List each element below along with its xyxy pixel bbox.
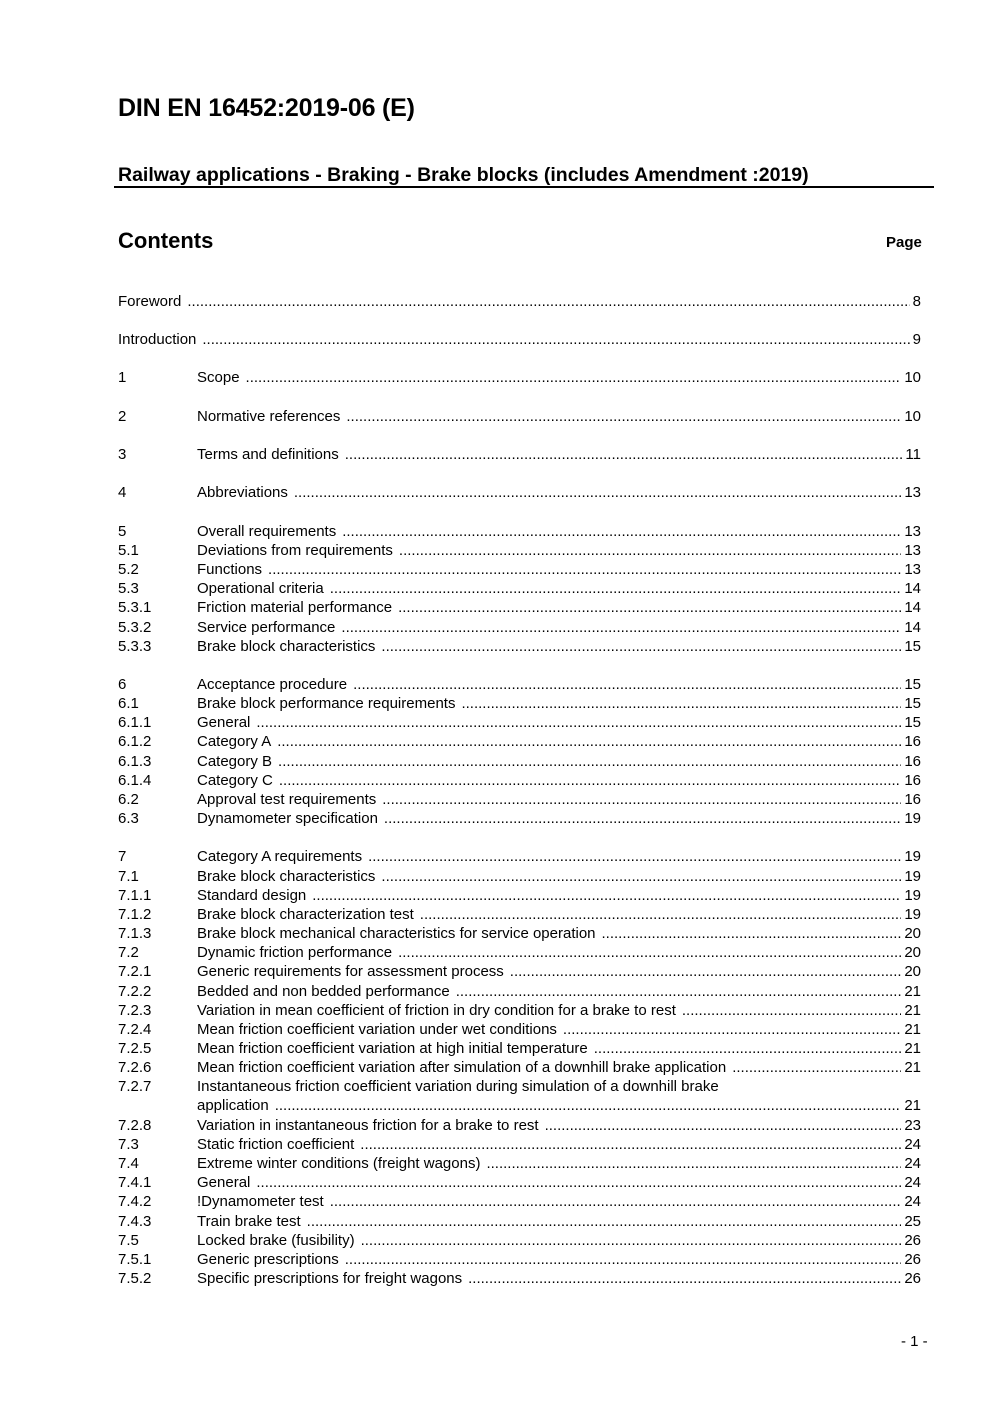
toc-entry[interactable] (118, 1135, 921, 1154)
toc-entry-title: Mean friction coefficient variation under wet conditions (197, 1021, 557, 1038)
toc-entry-page: 24 (904, 1136, 921, 1153)
toc-entry-title: Foreword (118, 293, 182, 310)
toc-entry-page: 8 (912, 293, 921, 310)
toc-entry[interactable] (118, 847, 921, 866)
toc-leader-dots (381, 637, 901, 656)
toc-entry-number: 7.1.2 (118, 906, 152, 923)
toc-entry-page: 19 (904, 868, 921, 885)
toc-entry[interactable] (118, 618, 921, 637)
toc-entry[interactable] (118, 330, 921, 349)
toc-leader-dots (341, 618, 901, 637)
toc-entry-title: Functions (197, 561, 263, 578)
toc-leader-dots (330, 579, 902, 598)
toc-entry-title: Dynamometer specification (197, 810, 378, 827)
toc-entry[interactable] (118, 1001, 921, 1020)
toc-entry-title: Normative references (197, 408, 341, 425)
toc-entry-number: 5.3.1 (118, 599, 152, 616)
toc-entry[interactable] (118, 598, 921, 617)
toc-leader-dots (307, 1212, 902, 1231)
toc-entry-title: General (197, 714, 251, 731)
toc-entry-title: Friction material performance (197, 599, 393, 616)
toc-entry-number: 7.1.3 (118, 925, 152, 942)
toc-entry-page: 19 (904, 810, 921, 827)
contents-heading: Contents (118, 228, 214, 253)
toc-entry-number: 4 (118, 484, 127, 501)
toc-entry[interactable] (118, 790, 921, 809)
toc-leader-dots (345, 1250, 902, 1269)
toc-entry-page: 21 (904, 983, 921, 1000)
toc-entry[interactable] (118, 483, 921, 502)
toc-entry-number: 2 (118, 408, 127, 425)
toc-entry-page: 11 (905, 446, 921, 463)
toc-entry-title: Scope (197, 369, 240, 386)
toc-entry-page: 24 (904, 1174, 921, 1191)
toc-leader-dots (732, 1058, 901, 1077)
toc-entry-title: Brake block mechanical characteristics for service operation (197, 925, 596, 942)
toc-entry[interactable] (118, 809, 921, 828)
toc-entry-page: 13 (904, 523, 921, 540)
toc-entry-title: Service performance (197, 619, 336, 636)
toc-entry[interactable] (118, 943, 921, 962)
toc-leader-dots (330, 1192, 902, 1211)
toc-entry-page: 15 (904, 638, 921, 655)
toc-entry[interactable] (118, 1039, 921, 1058)
toc-entry[interactable] (118, 675, 921, 694)
toc-entry-page: 13 (904, 542, 921, 559)
toc-entry-number: 7.2.8 (118, 1117, 152, 1134)
toc-entry-title: Train brake test (197, 1213, 301, 1230)
toc-leader-dots (345, 445, 903, 464)
toc-entry[interactable] (118, 905, 921, 924)
toc-leader-dots (246, 368, 902, 387)
toc-entry-title: Variation in instantaneous friction for a brake to rest (197, 1117, 539, 1134)
toc-entry-title: Approval test requirements (197, 791, 377, 808)
toc-entry[interactable] (118, 1231, 921, 1250)
toc-entry-number: 6.1.1 (118, 714, 152, 731)
document-title: Railway applications - Braking - Brake blocks (includes Amendment :2019) (118, 164, 809, 186)
document-id: DIN EN 16452:2019-06 (E) (118, 94, 415, 122)
toc-entry-page: 24 (904, 1193, 921, 1210)
toc-entry-number: 5.2 (118, 561, 139, 578)
toc-entry-title: Category B (197, 753, 273, 770)
toc-entry-page: 21 (904, 1040, 921, 1057)
toc-leader-dots (398, 598, 901, 617)
toc-leader-dots (187, 292, 909, 311)
toc-entry-title: Category C (197, 772, 273, 789)
toc-entry-title: Extreme winter conditions (freight wagons) (197, 1155, 481, 1172)
toc-entry-number: 6.1.2 (118, 733, 152, 750)
toc-entry-title: Overall requirements (197, 523, 337, 540)
toc-leader-dots (278, 752, 901, 771)
toc-entry-page: 21 (904, 1097, 921, 1114)
toc-entry-title: Specific prescriptions for freight wagons (197, 1270, 463, 1287)
toc-entry-title: Generic requirements for assessment process (197, 963, 504, 980)
toc-entry[interactable] (118, 962, 921, 981)
toc-entry-number: 7.5 (118, 1232, 139, 1249)
toc-leader-dots (468, 1269, 901, 1288)
toc-entry[interactable] (118, 541, 921, 560)
toc-entry-number: 6.1 (118, 695, 139, 712)
toc-entry[interactable] (118, 867, 921, 886)
toc-entry[interactable] (118, 732, 921, 751)
toc-entry-title: General (197, 1174, 251, 1191)
toc-entry-title: Category A requirements (197, 848, 363, 865)
toc-entry-number: 7.3 (118, 1136, 139, 1153)
toc-entry[interactable] (118, 1192, 921, 1211)
toc-entry[interactable] (118, 1250, 921, 1269)
toc-entry-page: 24 (904, 1155, 921, 1172)
toc-entry-number: 5.3.2 (118, 619, 152, 636)
toc-entry-title: Bedded and non bedded performance (197, 983, 450, 1000)
toc-entry-title: Brake block characteristics (197, 638, 376, 655)
toc-entry-number: 5.3.3 (118, 638, 152, 655)
toc-entry-number: 3 (118, 446, 127, 463)
toc-entry-page: 10 (904, 369, 921, 386)
toc-leader-dots (399, 541, 901, 560)
toc-entry[interactable] (118, 522, 921, 541)
toc-entry-title-continued: application (197, 1097, 269, 1114)
toc-entry[interactable] (118, 292, 921, 311)
toc-leader-dots (461, 694, 901, 713)
title-rule (114, 186, 934, 188)
toc-entry[interactable] (118, 771, 921, 790)
toc-leader-dots (682, 1001, 901, 1020)
toc-entry-number: 1 (118, 369, 127, 386)
toc-entry[interactable] (118, 1173, 921, 1192)
toc-entry-page: 20 (904, 963, 921, 980)
toc-entry[interactable] (118, 1020, 921, 1039)
toc-leader-dots (602, 924, 902, 943)
toc-entry-number: 7.4.2 (118, 1193, 152, 1210)
toc-leader-dots (342, 522, 901, 541)
toc-entry-title: Variation in mean coefficient of friction in dry condition for a brake to rest (197, 1002, 676, 1019)
toc-entry-number: 7.4 (118, 1155, 139, 1172)
toc-entry-page: 16 (904, 791, 921, 808)
toc-entry-page: 13 (904, 484, 921, 501)
toc-entry[interactable] (118, 713, 921, 732)
toc-entry-number: 6.2 (118, 791, 139, 808)
toc-entry-number: 7.4.3 (118, 1213, 152, 1230)
toc-entry-number: 6 (118, 676, 127, 693)
toc-entry-number: 6.1.4 (118, 772, 152, 789)
toc-leader-dots (420, 905, 902, 924)
toc-leader-dots (382, 790, 901, 809)
toc-entry-title: Dynamic friction performance (197, 944, 393, 961)
toc-entry-title: Brake block performance requirements (197, 695, 456, 712)
toc-entry-number: 7 (118, 848, 127, 865)
toc-entry[interactable] (118, 1116, 921, 1135)
toc-entry[interactable] (118, 1212, 921, 1231)
toc-entry-number: 5.3 (118, 580, 139, 597)
toc-entry-number: 7.1.1 (118, 887, 152, 904)
toc-entry-title: Instantaneous friction coefficient variation during simulation of a downhill brake (197, 1078, 719, 1095)
toc-entry[interactable] (118, 1058, 921, 1077)
toc-leader-dots (346, 407, 901, 426)
toc-entry[interactable] (118, 752, 921, 771)
toc-entry-number: 6.1.3 (118, 753, 152, 770)
toc-leader-dots (456, 982, 902, 1001)
toc-leader-dots (256, 713, 901, 732)
toc-leader-dots (360, 1135, 901, 1154)
toc-entry[interactable] (118, 982, 921, 1001)
toc-entry-page: 21 (904, 1059, 921, 1076)
page-column-heading: Page (886, 234, 922, 251)
toc-entry-title: Locked brake (fusibility) (197, 1232, 355, 1249)
toc-entry-page: 21 (904, 1002, 921, 1019)
toc-entry-title: Standard design (197, 887, 307, 904)
toc-entry-number: 7.2.1 (118, 963, 152, 980)
toc-entry-title: Deviations from requirements (197, 542, 393, 559)
toc-entry-title: Terms and definitions (197, 446, 339, 463)
toc-leader-dots (510, 962, 902, 981)
toc-entry[interactable] (118, 1269, 921, 1288)
toc-leader-dots (384, 809, 901, 828)
toc-entry-page: 20 (904, 925, 921, 942)
toc-entry-page: 14 (904, 599, 921, 616)
toc-entry-page: 19 (904, 848, 921, 865)
toc-entry-page: 16 (904, 772, 921, 789)
toc-entry-page: 21 (904, 1021, 921, 1038)
toc-leader-dots (202, 330, 909, 349)
toc-entry-number: 7.2.4 (118, 1021, 152, 1038)
toc-entry-title: Operational criteria (197, 580, 324, 597)
toc-leader-dots (268, 560, 901, 579)
toc-leader-dots (353, 675, 901, 694)
toc-entry[interactable] (118, 407, 921, 426)
toc-entry-title: Mean friction coefficient variation after simulation of a downhill brake application (197, 1059, 727, 1076)
page-number: - 1 - (901, 1333, 928, 1350)
toc-entry-number: 7.1 (118, 868, 139, 885)
toc-entry-number: 7.2.3 (118, 1002, 152, 1019)
toc-entry-page: 15 (904, 714, 921, 731)
toc-entry-page: 26 (904, 1232, 921, 1249)
toc-entry-number: 7.2.2 (118, 983, 152, 1000)
toc-leader-dots (486, 1154, 901, 1173)
toc-entry[interactable] (118, 1154, 921, 1173)
toc-entry-page: 16 (904, 733, 921, 750)
toc-entry[interactable] (118, 886, 921, 905)
toc-leader-dots (279, 771, 901, 790)
toc-entry[interactable] (118, 637, 921, 656)
toc-entry-title: !Dynamometer test (197, 1193, 324, 1210)
toc-leader-dots (381, 867, 901, 886)
toc-leader-dots (256, 1173, 901, 1192)
toc-entry-title: Brake block characteristics (197, 868, 376, 885)
toc-entry[interactable] (118, 579, 921, 598)
toc-entry-number: 7.4.1 (118, 1174, 152, 1191)
toc-entry-number: 7.5.1 (118, 1251, 152, 1268)
toc-leader-dots (563, 1020, 901, 1039)
toc-entry-number: 7.2.7 (118, 1078, 152, 1095)
toc-entry-page: 16 (904, 753, 921, 770)
toc-entry-number: 5 (118, 523, 127, 540)
toc-entry[interactable] (118, 445, 921, 464)
toc-entry-title: Category A (197, 733, 272, 750)
toc-entry-page: 15 (904, 695, 921, 712)
toc-entry[interactable] (118, 1077, 921, 1115)
toc-entry-number: 7.2.5 (118, 1040, 152, 1057)
toc-leader-dots (398, 943, 901, 962)
toc-entry-number: 7.5.2 (118, 1270, 152, 1287)
toc-leader-dots (277, 732, 901, 751)
toc-entry-page: 14 (904, 580, 921, 597)
toc-entry-title: Static friction coefficient (197, 1136, 355, 1153)
toc-entry[interactable] (118, 560, 921, 579)
toc-entry[interactable] (118, 924, 921, 943)
toc-entry-number: 7.2 (118, 944, 139, 961)
toc-entry[interactable] (118, 694, 921, 713)
toc-entry-page: 20 (904, 944, 921, 961)
toc-entry-page: 23 (904, 1117, 921, 1134)
toc-entry-number: 5.1 (118, 542, 139, 559)
toc-entry-title: Introduction (118, 331, 197, 348)
toc-entry-title: Abbreviations (197, 484, 288, 501)
toc-entry-page: 14 (904, 619, 921, 636)
toc-entry-page: 15 (904, 676, 921, 693)
toc-entry-title: Acceptance procedure (197, 676, 348, 693)
toc-entry-title: Mean friction coefficient variation at high initial temperature (197, 1040, 588, 1057)
toc-entry-title: Generic prescriptions (197, 1251, 339, 1268)
toc-entry-title: Brake block characterization test (197, 906, 414, 923)
toc-entry-number: 7.2.6 (118, 1059, 152, 1076)
toc-entry-page: 26 (904, 1270, 921, 1287)
toc-leader-dots (294, 483, 901, 502)
toc-leader-dots (545, 1116, 902, 1135)
toc-entry[interactable] (118, 368, 921, 387)
toc-leader-dots (275, 1096, 902, 1115)
toc-entry-page: 26 (904, 1251, 921, 1268)
toc-entry-page: 19 (904, 887, 921, 904)
toc-entry-page: 25 (904, 1213, 921, 1230)
toc-entry-number: 6.3 (118, 810, 139, 827)
toc-leader-dots (368, 847, 901, 866)
toc-entry-page: 13 (904, 561, 921, 578)
toc-entry-page: 19 (904, 906, 921, 923)
toc-entry-page: 10 (904, 408, 921, 425)
toc-entry-page: 9 (912, 331, 921, 348)
toc-leader-dots (361, 1231, 902, 1250)
toc-leader-dots (312, 886, 901, 905)
toc-leader-dots (594, 1039, 902, 1058)
